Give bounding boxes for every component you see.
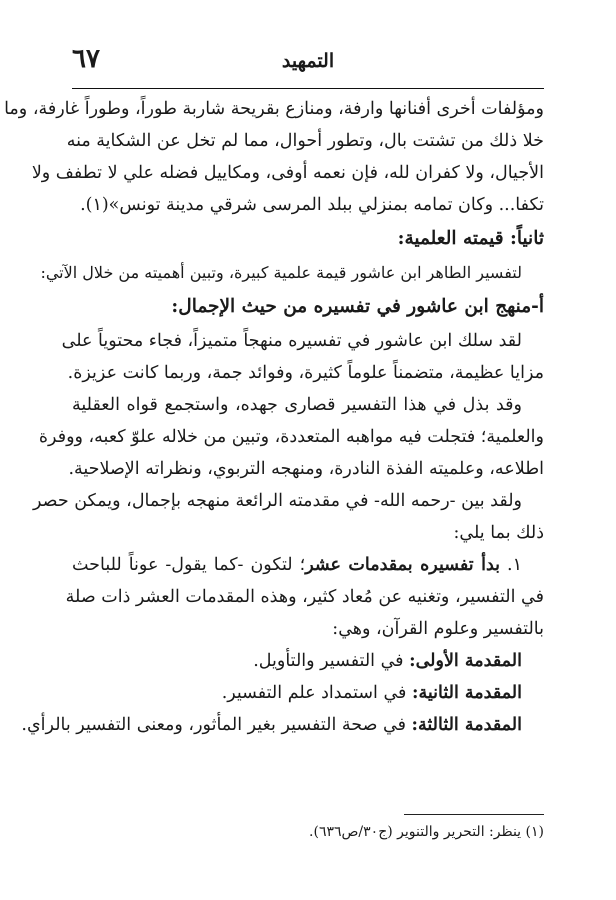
text-line: وقد بذل في هذا التفسير قصارى جهده، واستجمع قواه العقلية: [72, 395, 522, 415]
text-line: الأجيال، ولا كفران لله، فإن نعمه أوفى، ومكاييل فضله علي لا تطفف ولا: [31, 163, 544, 183]
section-intro: لتفسير الطاهر ابن عاشور قيمة علمية كبيرة، وتبين أهميته من خلال الآتي:: [40, 263, 522, 282]
text-line: ولقد بين -رحمه الله- في مقدمته الرائعة منهجه بإجمال، ويمكن حصر: [32, 491, 522, 511]
item-label: المقدمة الأولى:: [409, 651, 522, 671]
item-number: ١.: [507, 555, 522, 575]
item-rest: ؛ لتكون -كما يقول- عوناً للباحث: [72, 555, 306, 575]
section-heading: ثانياً: قيمته العلمية:: [397, 228, 544, 249]
header-divider: [72, 88, 544, 89]
running-title: التمهيد: [281, 50, 335, 72]
item-text: في صحة التفسير بغير المأثور، ومعنى التفسير بالرأي.: [21, 715, 406, 735]
footnote: (١) ينظر: التحرير والتنوير (ج٣٠/ص٦٣٦).: [309, 824, 544, 840]
text-line: تكفا... وكان تمامه بمنزلي ببلد المرسى شرقي مدينة تونس»(١).: [80, 195, 544, 215]
muqaddimat-list: [21, 645, 544, 741]
paragraph-2: [38, 389, 544, 485]
list-item-1: [65, 549, 544, 645]
text-line: في التفسير، وتغنيه عن مُعاد كثير، وهذه المقدمات العشر ذات صلة: [65, 587, 544, 607]
text-line: اطلاعه، وعلميته الفذة النادرة، ومنهجه التربوي، ونظراته الإصلاحية.: [68, 459, 544, 479]
text-line: ومؤلفات أخرى أفنانها وارفة، ومنازع بقريحة شاربة طوراً، وطوراً غارفة، وما: [4, 99, 544, 119]
quote-paragraph: [4, 93, 544, 221]
text-line: والعلمية؛ فتجلت فيه مواهبه المتعددة، وتبين من خلاله علوّ كعبه، ووفرة: [38, 427, 544, 447]
subsection-heading: أ-منهج ابن عاشور في تفسيره من حيث الإجمال:: [171, 296, 544, 317]
item-label: المقدمة الثانية:: [412, 683, 522, 703]
item-label: المقدمة الثالثة:: [411, 715, 522, 735]
text-line: بالتفسير وعلوم القرآن، وهي:: [332, 619, 544, 639]
paragraph-3: [32, 485, 544, 549]
text-line: لقد سلك ابن عاشور في تفسيره منهجاً متميزاً، فجاء محتوياً على: [61, 331, 522, 351]
list-item: [21, 709, 544, 741]
item-text: في التفسير والتأويل.: [253, 651, 404, 671]
page-header: [72, 44, 544, 84]
page-body: [4, 93, 544, 741]
item-text: في استمداد علم التفسير.: [221, 683, 407, 703]
text-line: [72, 549, 544, 581]
page-number: ٦٧: [72, 44, 100, 74]
text-line: خلا ذلك من تشتت بال، وتطور أحوال، مما لم تخل عن الشكاية منه: [66, 131, 544, 151]
text-line: مزايا عظيمة، متضمناً علوماً كثيرة، وفوائد جمة، وربما كانت عزيزة.: [67, 363, 544, 383]
list-item: [72, 677, 544, 709]
paragraph-1: [61, 325, 544, 389]
item-bold-lead: بدأ تفسيره بمقدمات عشر: [305, 555, 501, 575]
list-item: [72, 645, 544, 677]
text-line: ذلك بما يلي:: [453, 523, 544, 543]
footnote-divider: [404, 814, 544, 815]
